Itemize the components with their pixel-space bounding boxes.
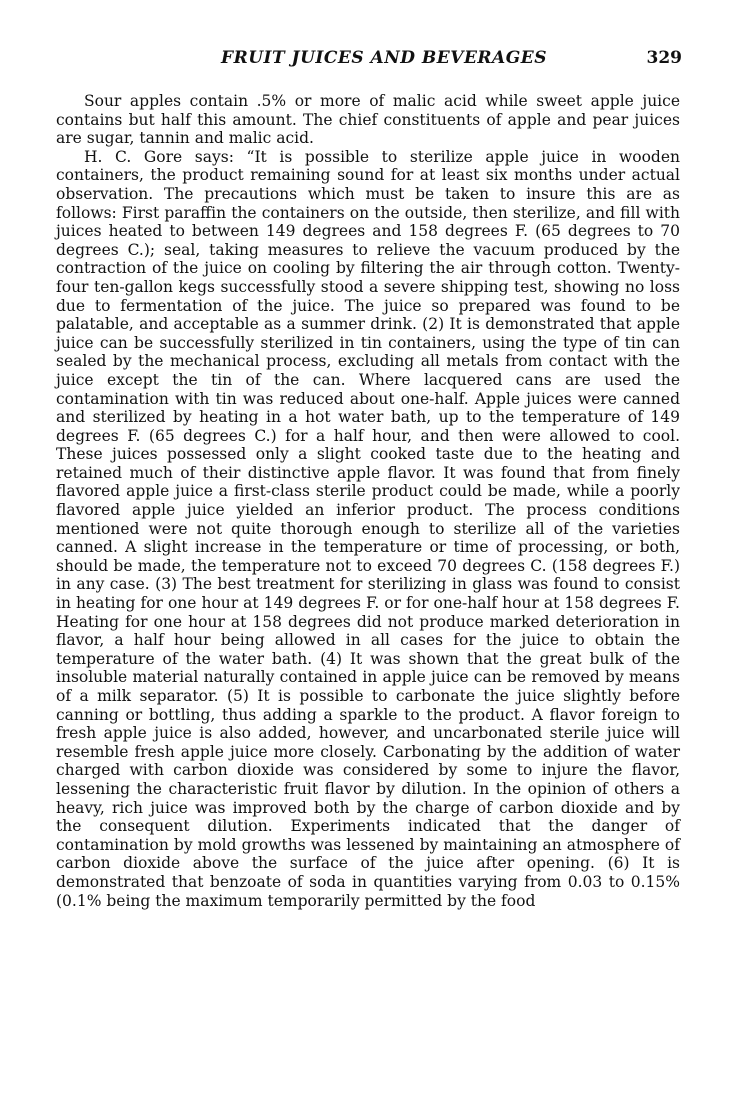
paragraph-sour-apples: Sour apples contain .5% or more of malic acid while sweet apple juice contains but half this amount. The chief constituents of apple and pear juices are sugar, tannin and malic acid. [56, 92, 680, 148]
body-text [56, 92, 680, 910]
page-header [86, 48, 682, 72]
page-number: 329 [646, 48, 682, 68]
paragraph-gore-quote: H. C. Gore says: “It is possible to sterilize apple juice in wooden containers, the product remaining sound for at least six months under actual observation. The precautions which must be taken to insure this are as follows: First paraffin the containers on the outside, then sterilize, and fill with juices heated to between 149 degrees and 158 degrees F. (65 degrees to 70 degrees C.); seal, taking measures to relieve the vacuum produced by the contraction of the juice on cooling by filtering the air through cotton. Twenty-four ten-gallon kegs successfully stood a severe shipping test, showing no loss due to fermentation of the juice. The juice so prepared was found to be palatable, and acceptable as a summer drink. (2) It is demonstrated that apple juice can be successfully sterilized in tin containers, using the type of tin can sealed by the mechanical process, excluding all metals from contact with the juice except the tin of the can. Where lacquered cans are used the contamination with tin was reduced about one-half. Apple juices were canned and sterilized by heating in a hot water bath, up to the temperature of 149 degrees F. (65 degrees C.) for a half hour, and then were allowed to cool. These juices possessed only a slight cooked taste due to the heating and retained much of their distinctive apple flavor. It was found that from finely flavored apple juice a first-class sterile product could be made, while a poorly flavored apple juice yielded an inferior product. The process conditions mentioned were not quite thorough enough to sterilize all of the varieties canned. A slight increase in the temperature or time of processing, or both, should be made, the temperature not to exceed 70 degrees C. (158 degrees F.) in any case. (3) The best treatment for sterilizing in glass was found to consist in heating for one hour at 149 degrees F. or for one-half hour at 158 degrees F. Heating for one hour at 158 degrees did not produce marked deterioration in flavor, a half hour being allowed in all cases for the juice to obtain the temperature of the water bath. (4) It was shown that the great bulk of the insoluble material naturally contained in apple juice can be removed by means of a milk separator. (5) It is possible to carbonate the juice slightly before canning or bottling, thus adding a sparkle to the product. A flavor foreign to fresh apple juice is also added, however, and uncarbonated sterile juice will resemble fresh apple juice more closely. Carbonating by the addition of water charged with carbon dioxide was considered by some to injure the flavor, lessening the characteristic fruit flavor by dilution. In the opinion of others a heavy, rich juice was improved both by the charge of carbon dioxide and by the consequent dilution. Experiments indicated that the danger of contamination by mold growths was lessened by maintaining an atmosphere of carbon dioxide above the surface of the juice after opening. (6) It is demonstrated that benzoate of soda in quantities varying from 0.03 to 0.15% (0.1% being the maximum temporarily permitted by the food [56, 147, 680, 910]
running-head: FRUIT JUICES AND BEVERAGES [221, 48, 547, 68]
